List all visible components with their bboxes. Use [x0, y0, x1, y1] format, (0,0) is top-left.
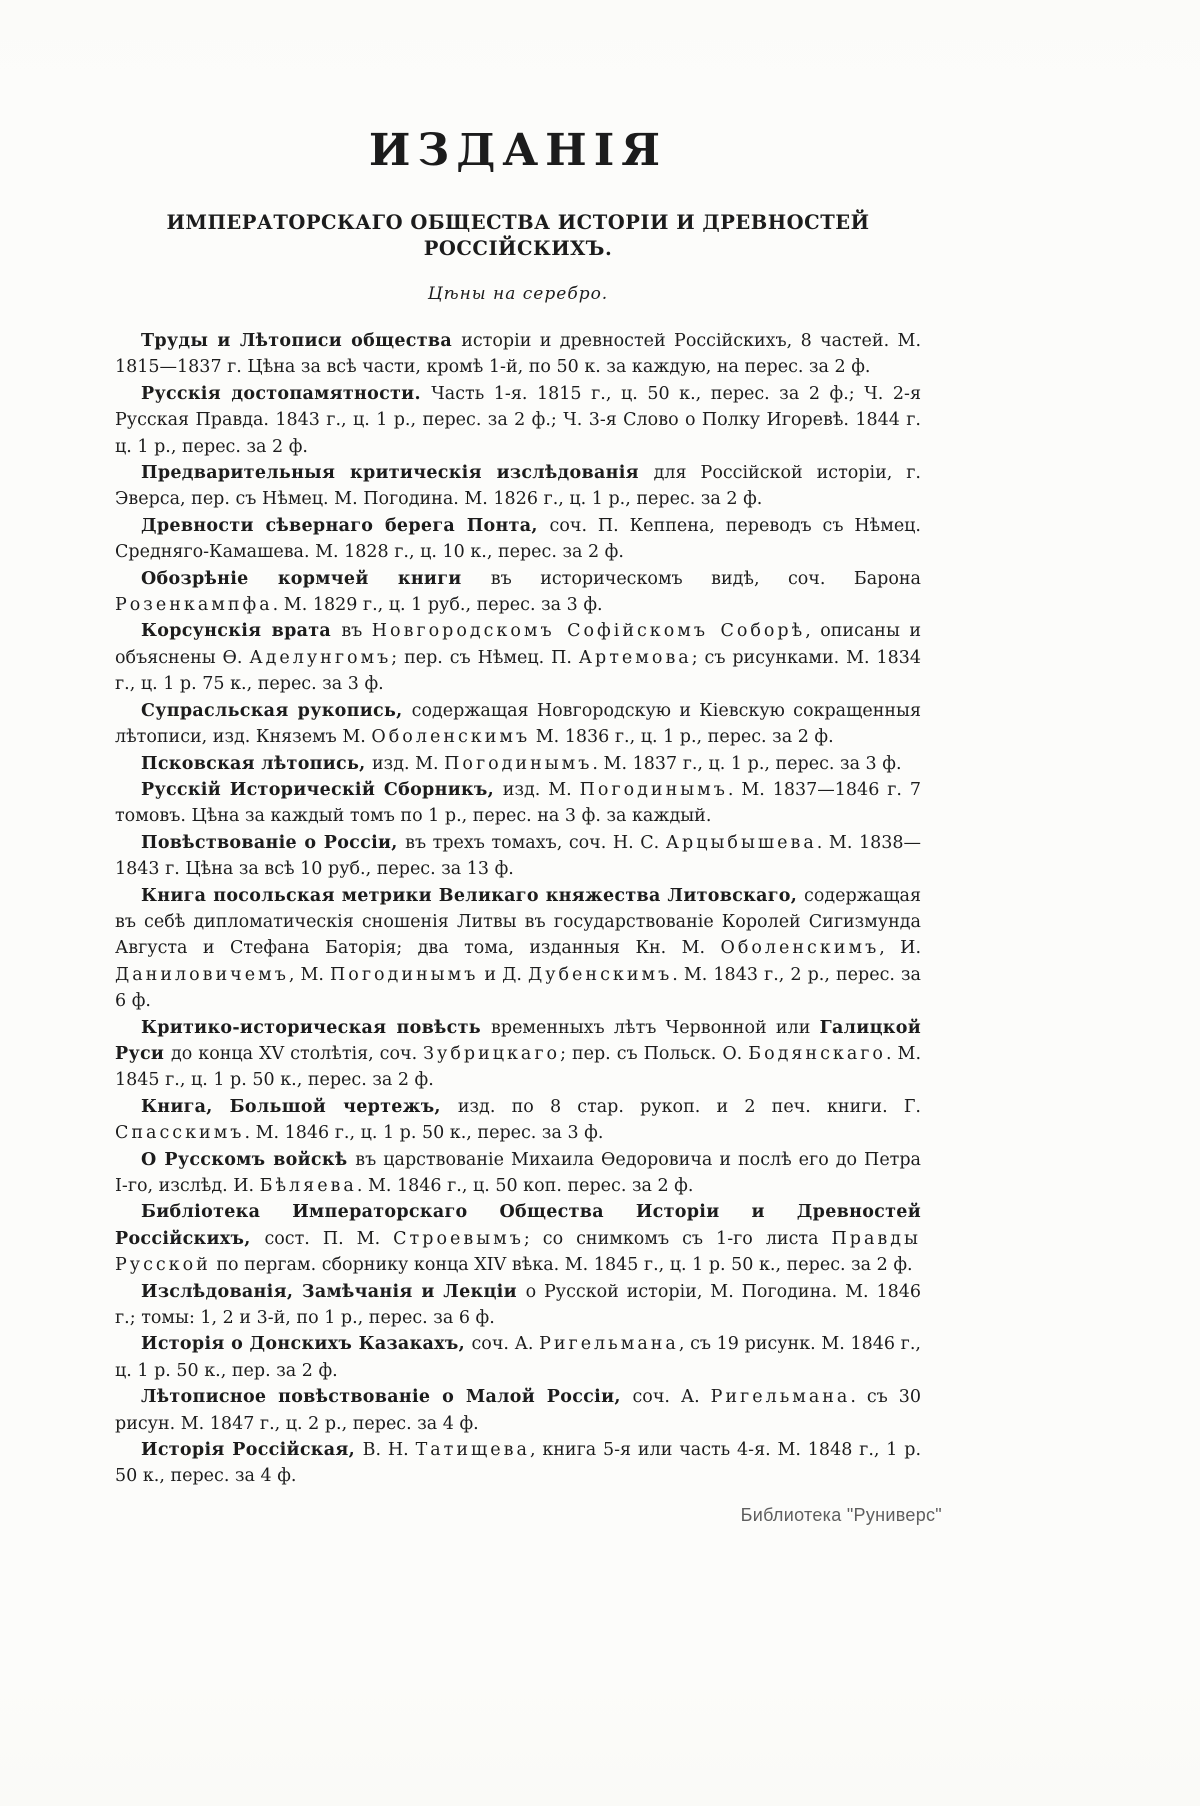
entry-text: Артемова	[578, 647, 692, 668]
entry-text: Спасскимъ	[115, 1123, 245, 1144]
entry-text: Ригельмана	[710, 1387, 851, 1408]
catalogue-entry	[115, 751, 921, 777]
entry-text: В. Н.	[362, 1440, 416, 1461]
entry-title: О Русскомъ войскѣ	[141, 1149, 356, 1170]
catalogue-entry	[115, 1331, 921, 1384]
entry-text: исторіи и древностей Россійскихъ, 8 частей. М. 1815—1837 г. Цѣна за всѣ части, кромѣ 1-й, по 50 к. за каждую, на перес. за 2 ф.	[115, 331, 922, 378]
entry-text: , описаны и объяснены Ѳ.	[115, 621, 921, 668]
entry-text: Погодинымъ	[330, 964, 479, 985]
entry-text: изд. М.	[371, 753, 445, 774]
entry-text: Новгородскомъ Софійскомъ Соборѣ	[371, 621, 806, 642]
entry-title: Предварительныя критическія изслѣдованія	[141, 463, 654, 484]
entry-title: Обозрѣніе кормчей книги	[141, 568, 491, 589]
entry-text: Татищева	[415, 1440, 530, 1461]
entry-text: . съ 30 рисун. М. 1847 г., ц. 2 р., перес. за 4 ф.	[115, 1387, 921, 1434]
entry-text: . М. 1846 г., ц. 1 р. 50 к., перес. за 3 ф.	[244, 1123, 604, 1144]
entry-title: Супрасльская рукопись,	[141, 700, 412, 721]
entry-title: Псковская лѣтопись,	[141, 753, 372, 774]
text-column	[115, 126, 921, 1490]
catalogue-entry	[115, 1437, 921, 1490]
entry-title: Труды и Лѣтописи общества	[141, 331, 462, 351]
catalogue-entry	[115, 777, 921, 830]
entry-title: Книга, Большой чертежъ,	[141, 1096, 458, 1117]
entries-list	[115, 328, 921, 1490]
entry-text: Дубенскимъ	[528, 964, 673, 985]
entry-text: о Русской исторіи, М. Погодина. М. 1846 г.; томы: 1, 2 и 3-й, по 1 р., перес. за 6 ф.	[115, 1281, 921, 1329]
entry-title: Изслѣдованія, Замѣчанія и Лекціи	[141, 1281, 526, 1302]
entry-title: Критико-историческая повѣсть	[141, 1017, 492, 1038]
entry-text: Аделунгомъ	[249, 647, 392, 668]
catalogue-entry	[115, 1147, 921, 1200]
catalogue-entry	[115, 460, 921, 513]
catalogue-entry	[115, 1015, 921, 1094]
entry-text: , И.	[879, 938, 922, 959]
catalogue-entry	[115, 381, 921, 460]
entry-text: . М. 1845 г., ц. 1 р. 50 к., перес. за 2 ф.	[115, 1043, 922, 1091]
entry-text: , съ 19 рисунк. М. 1846 г., ц. 1 р. 50 к., пер. за 2 ф.	[115, 1334, 921, 1381]
catalogue-entry	[115, 328, 921, 381]
catalogue-entry	[115, 618, 921, 697]
entry-text: Оболенскимъ	[371, 727, 531, 748]
catalogue-entry	[115, 1094, 921, 1147]
entry-text: содержащая въ себѣ дипломатическія сношенія Литвы въ государствованіе Королей Сигизмунда Августа и Стефана Баторія; два тома, изданныя Кн. М.	[115, 885, 921, 959]
entry-title: Русскія достопамятности.	[141, 383, 432, 404]
entry-text: . М. 1837 г., ц. 1 р., перес. за 3 ф.	[592, 753, 902, 774]
entry-text: для Россійской исторіи, г. Эверса, пер. съ Нѣмец. М. Погодина. М. 1826 г., ц. 1 р., перес. за 2 ф.	[115, 463, 921, 510]
entry-text: изд. М.	[502, 779, 580, 800]
entry-text: Даниловичемъ	[115, 964, 289, 985]
catalogue-entry	[115, 566, 921, 619]
catalogue-entry	[115, 1384, 921, 1437]
entry-text: въ	[341, 621, 372, 642]
entry-text: въ трехъ томахъ, соч. Н. С.	[405, 832, 666, 853]
entry-title: Исторія о Донскихъ Казакахъ,	[141, 1334, 472, 1355]
page-title: ИЗДАНІЯ	[368, 125, 668, 176]
entry-text: . М. 1838—1843 г. Цѣна за всѣ 10 руб., перес. за 13 ф.	[115, 832, 921, 880]
entry-title: Древности сѣвернаго берега Понта,	[141, 515, 550, 536]
entry-title: Русскій Историческій Сборникъ,	[141, 779, 503, 800]
entry-text: соч. П. Кеппена, переводъ съ Нѣмец. Средняго-Камашева. М. 1828 г., ц. 10 к., перес. за 2 ф.	[115, 515, 921, 563]
entry-text: сост. П. М.	[264, 1228, 394, 1249]
entry-text: Зубрицкаго	[423, 1043, 561, 1064]
entry-text: . М. 1846 г., ц. 50 коп. перес. за 2 ф.	[356, 1176, 694, 1196]
entry-title: Книга посольская метрики Великаго княжества Литовскаго,	[141, 885, 805, 906]
entry-title: Библіотека Императорскаго Общества Исторіи и Древностей Россійскихъ,	[115, 1202, 921, 1249]
entry-text: Часть 1-я. 1815 г., ц. 50 к., перес. за 2 ф.; Ч. 2-я Русская Правда. 1843 г., ц. 1 р., перес. за 2 ф.; Ч. 3-я Слово о Полку Игоревѣ. 1844 г. ц. 1 р., перес. за 2 ф.	[115, 383, 921, 457]
entry-text: Оболенскимъ	[720, 938, 880, 959]
entry-title: Лѣтописное повѣствованіе о Малой Россіи,	[141, 1387, 633, 1408]
entry-text: соч. А.	[632, 1387, 711, 1408]
entry-text: Бодянскаго	[748, 1043, 886, 1064]
entry-title: Исторія Россійская,	[141, 1440, 363, 1461]
entry-text: ; пер. съ Нѣмец. П.	[391, 647, 579, 668]
catalogue-entry	[115, 513, 921, 566]
entry-text: изд. по 8 стар. рукоп. и 2 печ. книги. Г.	[457, 1096, 921, 1117]
entry-text: временныхъ лѣтъ Червонной или	[491, 1017, 820, 1038]
catalogue-entry	[115, 1199, 921, 1278]
entry-text: , М.	[288, 964, 331, 985]
catalogue-entry	[115, 1279, 921, 1332]
catalogue-entry	[115, 830, 921, 883]
entry-text: до конца XV столѣтія, соч.	[171, 1043, 424, 1064]
entry-text: ; пер. съ Польск. О.	[560, 1043, 749, 1064]
entry-text: Арцыбышева	[665, 832, 817, 853]
entry-text: содержащая Новгородскую и Кіевскую сокращенныя лѣтописи, изд. Княземъ М.	[115, 700, 922, 748]
entry-text: , книга 5-я или часть 4-я. М. 1848 г., 1 р. 50 к., перес. за 4 ф.	[115, 1440, 922, 1487]
catalogue-entry	[115, 883, 921, 1015]
entry-text: Ригельмана	[539, 1334, 679, 1355]
entry-text: Правды Русской	[115, 1228, 921, 1276]
entry-title: Галицкой Руси	[115, 1017, 921, 1064]
entry-text: по пергам. сборнику конца XIV вѣка. М. 1845 г., ц. 1 р. 50 к., перес. за 2 ф.	[210, 1255, 913, 1276]
entry-text: . М. 1837—1846 г. 7 томовъ. Цѣна за каждый томъ по 1 р., перес. на 3 ф. за каждый.	[115, 779, 922, 827]
entry-text: . М. 1843 г., 2 р., перес. за 6 ф.	[115, 964, 921, 1012]
entry-text: въ историческомъ видѣ, соч. Барона	[490, 568, 921, 589]
catalogue-entry	[115, 698, 921, 751]
entry-text: Погодинымъ	[444, 753, 593, 774]
entry-text: ; съ рисунками. М. 1834 г., ц. 1 р. 75 к., перес. за 3 ф.	[115, 647, 921, 695]
entry-text: ; со снимкомъ съ 1-го листа	[523, 1228, 832, 1249]
entry-title: Корсунскія врата	[141, 621, 342, 642]
entry-title: Повѣствованіе о Россіи,	[141, 832, 406, 853]
entry-text: Строевымъ	[393, 1228, 524, 1249]
entry-text: Погодинымъ	[579, 779, 728, 800]
entry-text: Бѣляева	[259, 1176, 357, 1196]
library-watermark: Библиотека "Руниверс"	[740, 1505, 942, 1525]
entry-text: М. 1836 г., ц. 1 р., перес. за 2 ф.	[530, 727, 834, 748]
entry-text: соч. А.	[471, 1334, 540, 1355]
page-subtitle: ИМПЕРАТОРСКАГО ОБЩЕСТВА ИСТОРІИ И ДРЕВНОСТЕЙ РОССІЙСКИХЪ.	[166, 211, 870, 260]
entry-text: . М. 1829 г., ц. 1 руб., перес. за 3 ф.	[272, 595, 603, 616]
entry-text: и Д.	[478, 964, 528, 985]
price-note: Цѣны на серебро.	[427, 284, 609, 304]
entry-text: Розенкампфа	[115, 595, 273, 616]
entry-text: въ царствованіе Михаила Ѳедоровича и послѣ его до Петра I-го, изслѣд. И.	[115, 1149, 921, 1196]
